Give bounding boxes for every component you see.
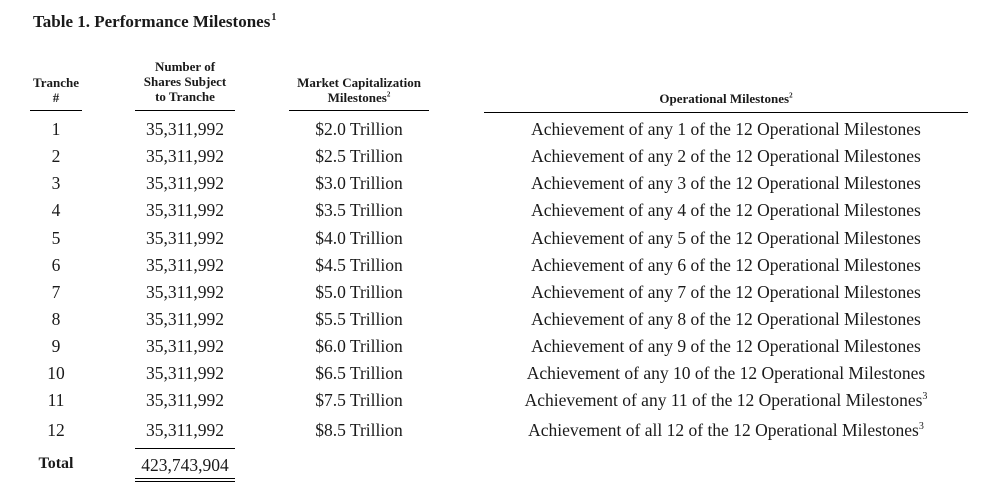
header-cap-line2: Milestones	[327, 90, 387, 105]
market-cap-cell-text: $8.5 Trillion	[315, 420, 403, 440]
tranche-cell-text: 11	[47, 390, 65, 410]
ops-footnote-marker: 3	[922, 391, 928, 403]
shares-cell-text: 35,311,992	[145, 146, 225, 166]
tranche-cell	[30, 363, 82, 383]
tranche-cell-text: 8	[51, 309, 61, 329]
header-ops-footnote: 2	[789, 91, 793, 100]
tranche-cell-text: 6	[51, 255, 61, 275]
operational-milestone-cell	[484, 119, 968, 139]
header-tranche-rule	[30, 110, 82, 111]
market-cap-cell	[289, 363, 429, 383]
shares-cell-text: 35,311,992	[145, 282, 225, 302]
tranche-cell-text: 4	[51, 200, 61, 220]
header-shares-line2: Shares Subject	[143, 74, 227, 89]
tranche-cell	[30, 390, 82, 410]
tranche-cell	[30, 228, 82, 248]
table-title	[33, 12, 276, 32]
shares-cell-text: 35,311,992	[145, 228, 225, 248]
total-label: Total	[38, 455, 74, 472]
title-footnote-marker: 1	[271, 12, 277, 24]
market-cap-cell	[289, 420, 429, 440]
market-cap-cell	[289, 119, 429, 139]
operational-milestone-cell	[484, 309, 968, 329]
operational-milestone-cell-text: Achievement of all 12 of the 12 Operational Milestones	[528, 420, 919, 440]
total-rule-top	[135, 448, 235, 449]
header-cap-footnote: 2	[386, 90, 391, 99]
market-cap-cell	[289, 228, 429, 248]
market-cap-cell	[289, 146, 429, 166]
operational-milestone-cell	[484, 173, 968, 193]
tranche-cell	[30, 173, 82, 193]
shares-cell	[135, 119, 235, 139]
market-cap-cell	[289, 282, 429, 302]
header-ops-rule	[484, 112, 968, 113]
tranche-cell	[30, 282, 82, 302]
operational-milestone-cell	[484, 146, 968, 166]
operational-milestone-cell-text: Achievement of any 2 of the 12 Operational Milestones	[531, 146, 921, 166]
header-shares-rule	[135, 110, 235, 111]
operational-milestone-cell-text: Achievement of any 8 of the 12 Operational Milestones	[531, 309, 921, 329]
header-cap-line2-wrap	[279, 90, 439, 105]
tranche-cell	[30, 119, 82, 139]
tranche-cell	[30, 336, 82, 356]
tranche-cell-text: 9	[51, 336, 61, 356]
market-cap-cell-text: $2.0 Trillion	[315, 119, 403, 139]
market-cap-cell-text: $5.0 Trillion	[315, 282, 403, 302]
operational-milestone-cell-text: Achievement of any 1 of the 12 Operational Milestones	[531, 119, 921, 139]
shares-cell	[135, 309, 235, 329]
tranche-cell-text: 7	[51, 282, 61, 302]
operational-milestone-cell	[484, 282, 968, 302]
header-shares-line1: Number of	[154, 59, 216, 74]
market-cap-cell	[289, 200, 429, 220]
market-cap-cell-text: $4.5 Trillion	[315, 255, 403, 275]
market-cap-cell-text: $7.5 Trillion	[315, 390, 403, 410]
tranche-cell	[30, 309, 82, 329]
shares-cell	[135, 420, 235, 440]
ops-footnote-marker: 3	[918, 421, 924, 433]
operational-milestone-cell	[484, 200, 968, 220]
operational-milestone-cell-text: Achievement of any 3 of the 12 Operational Milestones	[531, 173, 921, 193]
shares-cell-text: 35,311,992	[145, 390, 225, 410]
shares-cell-text: 35,311,992	[145, 336, 225, 356]
operational-milestone-cell	[484, 363, 968, 383]
total-rule-double-1	[135, 478, 235, 479]
operational-milestone-cell-text: Achievement of any 9 of the 12 Operational Milestones	[531, 336, 921, 356]
operational-milestone-cell-text: Achievement of any 11 of the 12 Operational Milestones	[524, 390, 923, 410]
market-cap-cell	[289, 173, 429, 193]
tranche-cell	[30, 200, 82, 220]
market-cap-cell-text: $6.5 Trillion	[315, 363, 403, 383]
operational-milestone-cell-text: Achievement of any 6 of the 12 Operational Milestones	[531, 255, 921, 275]
market-cap-cell-text: $3.5 Trillion	[315, 200, 403, 220]
total-shares: 423,743,904	[141, 455, 229, 475]
shares-cell-text: 35,311,992	[145, 420, 225, 440]
market-cap-cell	[289, 336, 429, 356]
operational-milestone-cell	[484, 420, 968, 440]
tranche-cell-text: 5	[51, 228, 61, 248]
shares-cell-text: 35,311,992	[145, 173, 225, 193]
operational-milestone-cell	[484, 228, 968, 248]
operational-milestone-cell	[484, 390, 968, 410]
tranche-cell-text: 2	[51, 146, 61, 166]
shares-cell	[135, 173, 235, 193]
total-rule-double-2	[135, 481, 235, 482]
header-tranche-line2: #	[52, 90, 60, 105]
operational-milestone-cell-text: Achievement of any 4 of the 12 Operational Milestones	[531, 200, 921, 220]
tranche-cell-text: 10	[47, 363, 65, 383]
header-market-cap	[279, 75, 439, 105]
tranche-cell	[30, 255, 82, 275]
header-cap-line1: Market Capitalization	[297, 75, 421, 90]
header-shares-line3: to Tranche	[155, 89, 215, 104]
shares-cell	[135, 228, 235, 248]
market-cap-cell-text: $4.0 Trillion	[315, 228, 403, 248]
market-cap-cell	[289, 309, 429, 329]
header-ops-text: Operational Milestones	[659, 91, 790, 106]
shares-cell-text: 35,311,992	[145, 255, 225, 275]
shares-cell	[135, 200, 235, 220]
operational-milestone-cell	[484, 255, 968, 275]
shares-cell-text: 35,311,992	[145, 363, 225, 383]
shares-cell	[135, 336, 235, 356]
market-cap-cell	[289, 255, 429, 275]
operational-milestone-cell-text: Achievement of any 10 of the 12 Operational Milestones	[526, 363, 926, 383]
shares-cell	[135, 282, 235, 302]
header-tranche	[30, 75, 82, 105]
shares-cell-text: 35,311,992	[145, 200, 225, 220]
shares-cell	[135, 146, 235, 166]
shares-cell	[135, 363, 235, 383]
header-shares	[125, 59, 245, 104]
table-title-text: Table 1. Performance Milestones	[33, 12, 271, 31]
market-cap-cell-text: $5.5 Trillion	[315, 309, 403, 329]
tranche-cell-text: 3	[51, 173, 61, 193]
tranche-cell	[30, 146, 82, 166]
tranche-cell-text: 12	[47, 420, 65, 440]
shares-cell-text: 35,311,992	[145, 119, 225, 139]
market-cap-cell	[289, 390, 429, 410]
header-tranche-line1: Tranche	[33, 75, 79, 90]
shares-cell	[135, 390, 235, 410]
tranche-cell	[30, 420, 82, 440]
market-cap-cell-text: $6.0 Trillion	[315, 336, 403, 356]
market-cap-cell-text: $2.5 Trillion	[315, 146, 403, 166]
operational-milestone-cell-text: Achievement of any 7 of the 12 Operational Milestones	[531, 282, 921, 302]
operational-milestone-cell-text: Achievement of any 5 of the 12 Operational Milestones	[531, 228, 921, 248]
tranche-cell-text: 1	[51, 119, 61, 139]
shares-cell-text: 35,311,992	[145, 309, 225, 329]
header-cap-rule	[289, 110, 429, 111]
shares-cell	[135, 255, 235, 275]
operational-milestone-cell	[484, 336, 968, 356]
market-cap-cell-text: $3.0 Trillion	[315, 173, 403, 193]
header-operational	[484, 91, 968, 106]
